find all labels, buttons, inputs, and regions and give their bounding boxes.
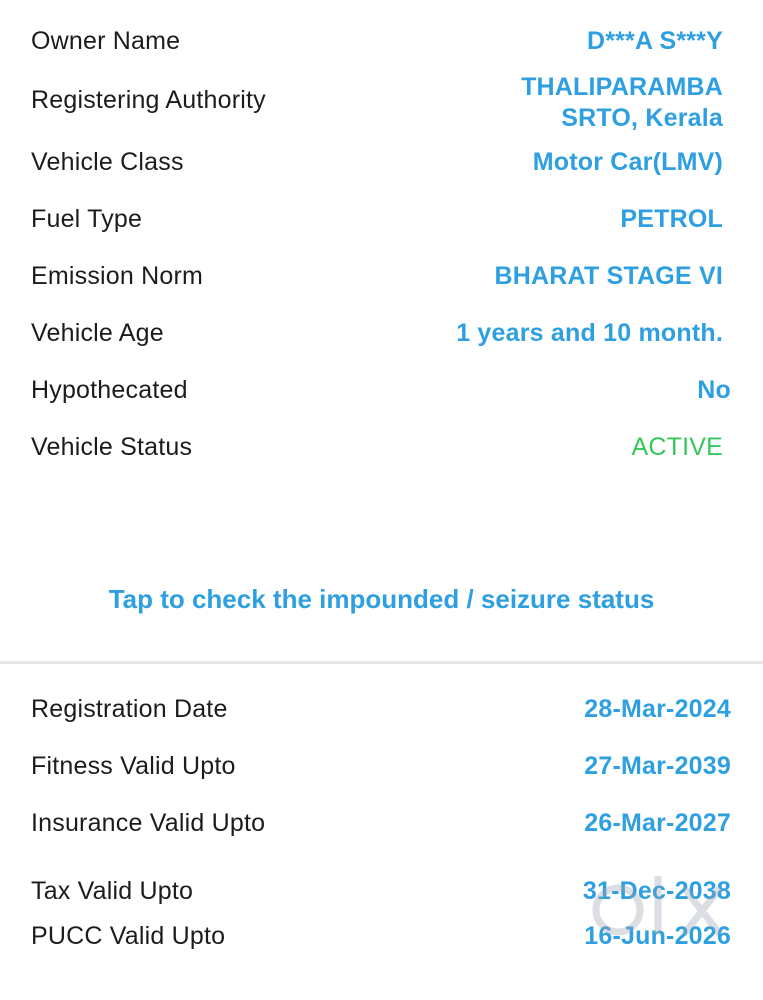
registering-authority-line-2: SRTO, Kerala bbox=[561, 104, 723, 132]
vehicle-class-label: Vehicle Class bbox=[31, 148, 184, 176]
emission-norm-label: Emission Norm bbox=[31, 262, 204, 290]
seizure-status-link[interactable]: Tap to check the impounded / seizure status bbox=[108, 584, 655, 614]
registering-authority-line-1: THALIPARAMBA bbox=[521, 73, 723, 101]
vehicle-status-label: Vehicle Status bbox=[31, 433, 193, 461]
fitness-valid-value: 27-Mar-2039 bbox=[584, 752, 731, 780]
registering-authority-label: Registering Authority bbox=[31, 86, 266, 114]
registration-date-label: Registration Date bbox=[31, 695, 228, 723]
owner-name-label: Owner Name bbox=[31, 27, 181, 55]
vehicle-status-badge: ACTIVE bbox=[631, 433, 723, 461]
vehicle-class-value: Motor Car(LMV) bbox=[532, 148, 723, 176]
insurance-valid-value: 26-Mar-2027 bbox=[584, 809, 731, 837]
hypothecated-label: Hypothecated bbox=[31, 376, 188, 404]
olx-watermark-logo bbox=[588, 862, 748, 962]
hypothecated-value: No bbox=[697, 376, 731, 404]
tax-valid-label: Tax Valid Upto bbox=[31, 877, 194, 905]
emission-norm-value: BHARAT STAGE VI bbox=[494, 262, 723, 290]
fuel-type-label: Fuel Type bbox=[31, 205, 143, 233]
fuel-type-value: PETROL bbox=[620, 205, 723, 233]
tax-valid-value: 31-Dec-2038 bbox=[582, 877, 731, 905]
registration-date-value: 28-Mar-2024 bbox=[584, 695, 731, 723]
vehicle-age-label: Vehicle Age bbox=[31, 319, 164, 347]
insurance-valid-label: Insurance Valid Upto bbox=[31, 809, 266, 837]
pucc-valid-label: PUCC Valid Upto bbox=[31, 922, 226, 950]
owner-name-value: D***A S***Y bbox=[586, 27, 723, 55]
registering-authority-value bbox=[521, 72, 723, 134]
pucc-valid-value: 16-Jun-2026 bbox=[584, 922, 731, 950]
fitness-valid-label: Fitness Valid Upto bbox=[31, 752, 236, 780]
section-divider bbox=[0, 661, 763, 664]
vehicle-age-value: 1 years and 10 month. bbox=[456, 319, 723, 347]
